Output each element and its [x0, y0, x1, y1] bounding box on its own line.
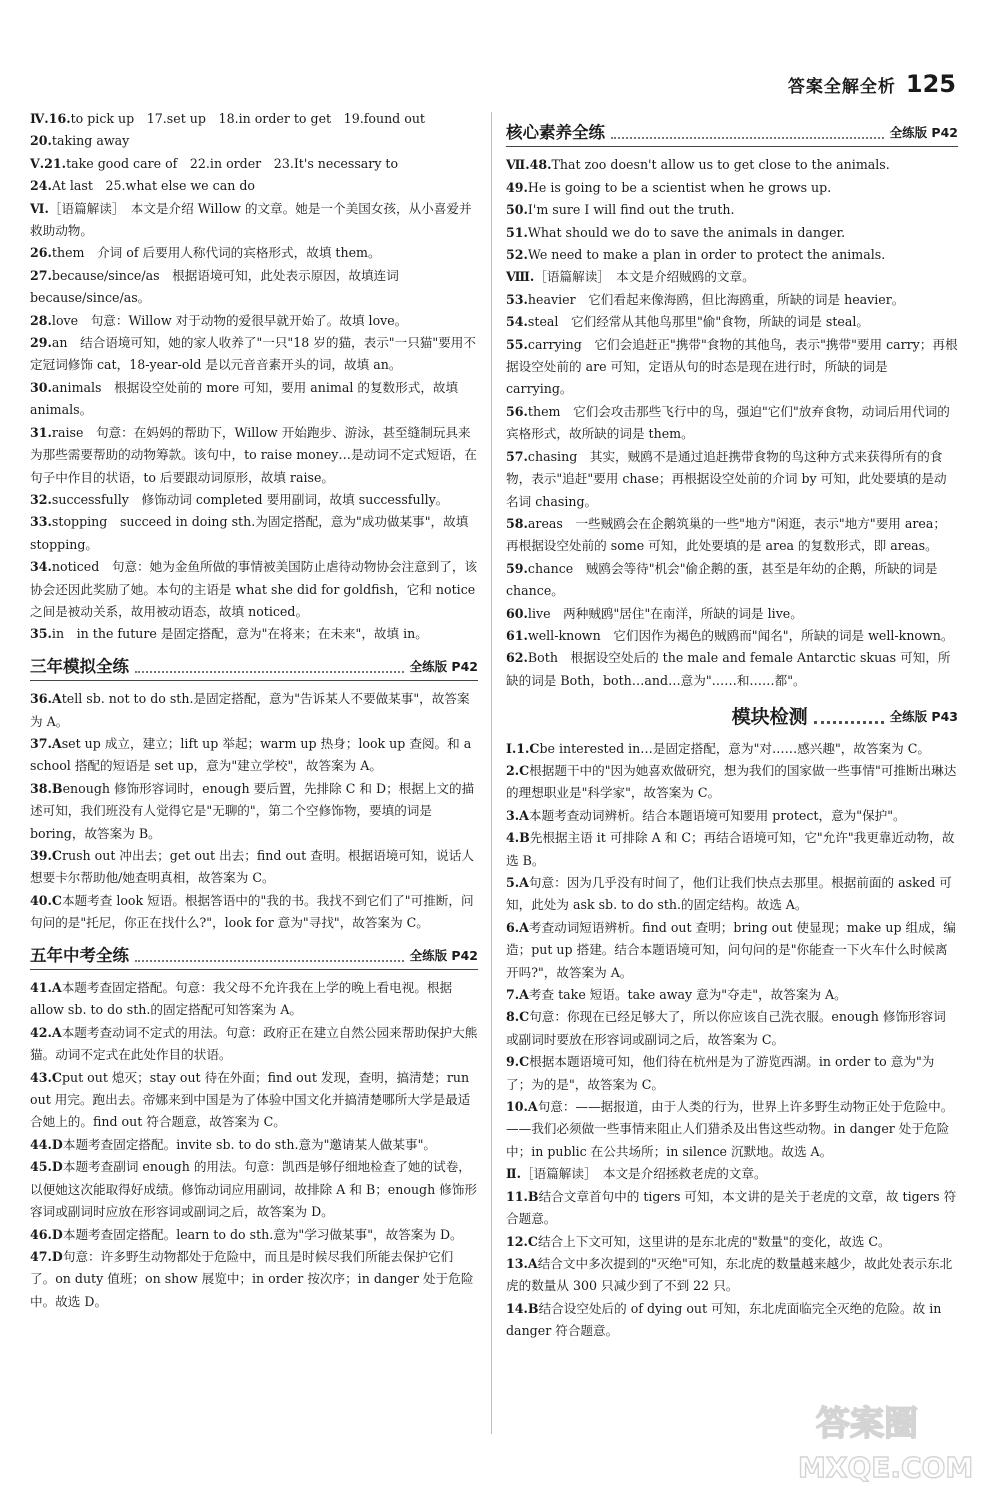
watermark-line1: 答案圈 [816, 1404, 918, 1444]
answer-item [506, 558, 958, 603]
answer-item [30, 489, 478, 511]
page-number: 125 [905, 70, 956, 98]
answer-text: That zoo doesn't allow us to get close to the animals. [551, 157, 890, 173]
answer-item [506, 513, 958, 558]
answer-item [30, 242, 478, 264]
answer-item [506, 917, 958, 984]
answer-item [30, 1156, 478, 1223]
answer-text: noticed 句意：她为金鱼所做的事情被美国防止虐待动物协会注意到了，该协会还因此奖励了她。本句的主语是 what she did for goldfish，它和 notice 之间是被动关系，故用被动语态，故填 noticed。 [30, 559, 478, 619]
answer-item [30, 623, 478, 645]
answer-text: to pick up 17.set up 18.in order to get 19.found out [70, 111, 425, 126]
answer-number: 39.C [30, 848, 62, 863]
section-title: 模块检测 [731, 706, 808, 729]
answer-item [30, 845, 478, 890]
section-reference: 全练版 P42 [409, 947, 478, 963]
answer-item [506, 805, 958, 827]
answer-item [30, 977, 478, 1022]
answer-number: 12.C [506, 1233, 538, 1249]
answer-item [506, 738, 958, 760]
answer-item [506, 1253, 958, 1298]
answer-item [506, 311, 958, 333]
header-title: 答案全解全析 [787, 77, 896, 97]
answer-item [30, 175, 478, 197]
answer-text: 本题考查固定搭配。invite sb. to do sth.意为"邀请某人做某事"。 [62, 1136, 436, 1152]
answer-text: set up 成立，建立；lift up 举起；warm up 热身；look up 查阅。和 a school 搭配的短语是 set up，意为"建立学校"，故答案为 A。 [30, 735, 472, 774]
answer-number: 34. [30, 559, 52, 575]
answer-text: 考查 take 短语。take away 意为"夺走"，故答案为 A。 [528, 987, 847, 1003]
answer-number: 5.A [506, 875, 529, 890]
answer-text: put out 熄灭；stay out 待在外面；find out 发现，查明，搞清楚；run out 用完。跑出去。帝娜来到中国是为了体验中国文化并搞清楚哪所大学是最适合她上的。find out 符合题意，故答案为 C。 [30, 1069, 471, 1130]
answer-text: At last 25.what else we can do [51, 178, 255, 194]
answer-number: 26. [30, 245, 52, 261]
answer-number: 52. [506, 247, 528, 263]
answer-number: 14.B [506, 1300, 539, 1316]
right-column [506, 108, 958, 1343]
answer-text: 结合文章首句中的 tigers 可知，本文讲的是关于老虎的文章，故 tigers 符合题意。 [506, 1188, 957, 1227]
answer-text: 根据题干中的"因为她喜欢做研究，想为我们的国家做一些事情"可推断出琳达的理想职业是"科学家"，故答案为 C。 [506, 762, 957, 801]
section-title: 三年模拟全练 [30, 656, 129, 676]
answer-item [506, 647, 958, 692]
watermark-logo [792, 1397, 982, 1485]
answer-number: 36.A [30, 691, 62, 707]
answer-text: 句意：因为几乎没有时间了，他们让我们快点去那里。根据前面的 asked 可知，此处为 ask sb. to do sth.的固定结构。故选 A。 [506, 875, 952, 913]
answer-number: 58. [506, 515, 528, 531]
answer-item [30, 688, 478, 733]
answer-text: rush out 冲出去；get out 出去；find out 查明。根据语境可知，说话人想要卡尔帮助他/她查明真相，故答案为 C。 [30, 848, 474, 886]
answer-number: 7.A [506, 987, 529, 1003]
answer-item [506, 401, 958, 446]
answer-item [506, 244, 958, 266]
answer-number: 40.C [30, 892, 62, 908]
section-header-mokuai [506, 706, 958, 730]
column-divider [491, 112, 492, 1434]
dotted-leader [135, 671, 404, 673]
answer-text: carrying 它们会追赶正"携带"食物的其他鸟，表示"携带"要用 carry；再根据设空处前的 are 可知，定语从句的时态是现在进行时，所缺的词是 carrying。 [506, 336, 958, 397]
answer-number: 44.D [30, 1136, 63, 1152]
answer-item [30, 153, 478, 175]
answer-number: Ⅷ. [506, 269, 535, 285]
answer-text: 先根据主语 it 可排除 A 和 C；再结合语境可知，它"允许"我更靠近动物，故选 B。 [506, 830, 955, 868]
section-title: 五年中考全练 [30, 945, 129, 965]
answer-text: them 介词 of 后要用人称代词的宾格形式，故填 them。 [51, 245, 381, 261]
answer-text: be interested in…是固定搭配，意为"对……感兴趣"，故答案为 C。 [539, 740, 930, 756]
answer-text: 本题考查固定搭配。learn to do sth.意为"学习做某事"，故答案为 D。 [62, 1226, 463, 1242]
answer-number: 4.B [506, 830, 530, 846]
answer-number: 55. [506, 336, 528, 352]
answer-text: What should we do to save the animals in danger. [527, 224, 846, 240]
answer-item [506, 1298, 958, 1343]
answer-text: love 句意：Willow 对于动物的爱很早就开始了。故填 love。 [51, 312, 408, 328]
answer-number: 62. [506, 650, 528, 666]
answer-text: ［语篇解读］ 本文是介绍 Willow 的文章。她是一个美国女孩，从小喜爱并救助动物。 [30, 200, 472, 239]
answer-text: steal 它们经常从其他鸟那里"偷"食物，所缺的词是 steal。 [527, 314, 870, 330]
answer-text: enough 修饰形容词时，enough 要后置，先排除 C 和 D；根据上文的描述可知，我们班没有人觉得它是"无聊的"，第二个空修饰物，要填的词是 boring，故答案为 B。 [30, 780, 475, 841]
answer-item [506, 334, 958, 401]
answer-number: 10.A [506, 1099, 538, 1115]
dotted-leader [135, 960, 404, 962]
answer-item [506, 603, 958, 625]
answer-text: take good care of 22.in order 23.It's necessary to [66, 155, 399, 171]
answer-number: Ⅳ.16. [30, 111, 71, 126]
answer-item [506, 1096, 958, 1163]
answer-number: 33. [30, 514, 52, 530]
answer-list-sannian [30, 688, 478, 934]
answer-text: animals 根据设空处前的 more 可知，要用 animal 的复数形式，故填 animals。 [30, 379, 459, 418]
answer-text: them 它们会攻击那些飞行中的鸟，强迫"它们"放弃食物，动词后用代词的宾格形式，故所缺的词是 them。 [506, 403, 950, 442]
answer-item [30, 890, 478, 935]
answer-item [506, 1051, 958, 1096]
answer-number: Ⅵ. [30, 200, 49, 216]
answer-text: live 两种贼鸥"居住"在南洋，所缺的词是 live。 [527, 605, 803, 621]
section-header-wunian [30, 945, 478, 970]
answer-text: heavier 它们看起来像海鸥，但比海鸥重，所缺的词是 heavier。 [527, 291, 905, 307]
answer-text: 结合上下文可知，这里讲的是东北虎的"数量"的变化，故选 C。 [537, 1233, 891, 1249]
answer-number: 9.C [506, 1054, 530, 1070]
answer-text: 结合设空处后的 of dying out 可知，东北虎面临完全灭绝的危险。故 in danger 符合题意。 [506, 1300, 942, 1339]
answer-text: raise 句意：在妈妈的帮助下，Willow 开始跑步、游泳，甚至缝制玩具来为那些需要帮助的动物筹款。该句中，to raise money…是动词不定式短语，在句子中作目的状语，to 后要跟动词原形，故填 raise。 [30, 424, 477, 485]
answer-text: Both 根据设空处后的 the male and female Antarctic skuas 可知，所缺的词是 Both，both…and…意为"……和……都"。 [506, 650, 951, 688]
answer-item [30, 733, 478, 778]
answer-number: 13.A [506, 1255, 538, 1271]
answer-item [30, 778, 478, 845]
answer-item [506, 222, 958, 244]
answer-item [30, 108, 478, 130]
answer-item [30, 1246, 478, 1313]
answer-item [506, 1231, 958, 1253]
answer-number: Ⅰ.1.C [506, 740, 540, 756]
answer-item [506, 1186, 958, 1231]
answer-item [506, 827, 958, 872]
answer-number: 27. [30, 267, 52, 283]
answer-number: 50. [506, 202, 528, 218]
dotted-leader [814, 721, 884, 724]
answer-text: I'm sure I will find out the truth. [527, 202, 735, 218]
answer-text: 根据本题语境可知，他们待在杭州是为了游览西湖。in order to 意为"为了；为的是"，故答案为 C。 [506, 1054, 935, 1092]
answer-text: 本题考查固定搭配。句意：我父母不允许我在上学的晚上看电视。根据 allow sb. to do sth.的固定搭配可知答案为 A。 [30, 980, 453, 1018]
answer-list-wunian [30, 977, 478, 1313]
answer-number: 20. [30, 133, 52, 149]
answer-number: Ⅴ.21. [30, 155, 67, 171]
answer-item [30, 377, 478, 422]
answer-item [506, 625, 958, 647]
section-reference: 全练版 P43 [889, 709, 958, 725]
answer-number: 53. [506, 291, 528, 307]
answer-number: 54. [506, 314, 528, 330]
answer-text: 本题考查动词辨析。结合本题语境可知要用 protect，意为"保护"。 [528, 807, 906, 823]
answer-text: tell sb. not to do sth.是固定搭配，意为"告诉某人不要做某事"，故答案为 A。 [30, 691, 470, 729]
answer-number: 35. [30, 626, 52, 642]
answer-text: 句意：你现在已经足够大了，所以你应该自己洗衣服。enough 修饰形容词或副词时要放在形容词或副词之后，故答案为 C。 [506, 1009, 946, 1047]
answer-item [506, 984, 958, 1006]
answer-number: 60. [506, 605, 528, 621]
answer-text: 考查动词短语辨析。find out 查明；bring out 使显现；make up 组成，编造；put up 搭建。结合本题语境可知，问句问的是"你能查一下火车什么时候离开吗?"，故答案为 A。 [506, 919, 956, 980]
answer-text: 本题考查 look 短语。根据答语中的"我的书。我找不到它们了"可推断，问句问的是"托尼，你正在找什么?"，look for 意为"寻找"，故答案为 C。 [30, 892, 474, 931]
section-header-hexin [506, 122, 958, 147]
answer-text: stopping succeed in doing sth.为固定搭配，意为"成功做某事"，故填 stopping。 [30, 514, 469, 552]
answer-number: Ⅱ. [506, 1166, 521, 1182]
answer-number: 2.C [506, 762, 530, 778]
answer-item [30, 1022, 478, 1067]
answer-number: 24. [30, 178, 52, 194]
answer-text: taking away [51, 133, 130, 149]
watermark-line2: MXQE.COM [798, 1451, 974, 1484]
answer-text: 结合文中多次提到的"灭绝"可知，东北虎的数量越来越少，故此处表示东北虎的数量从 300 只减少到了不到 22 只。 [506, 1255, 953, 1294]
answer-item [30, 422, 478, 489]
answer-number: 28. [30, 312, 52, 328]
answer-text: He is going to be a scientist when he grows up. [527, 179, 832, 195]
left-column [30, 108, 478, 1313]
answer-text: 本题考查动词不定式的用法。句意：政府正在建立自然公园来帮助保护大熊猫。动词不定式在此处作目的状语。 [30, 1024, 478, 1063]
answer-number: 29. [30, 335, 52, 351]
answer-text: ［语篇解读］ 本文是介绍拯救老虎的文章。 [521, 1166, 767, 1182]
answer-number: 37.A [30, 735, 62, 751]
answer-number: 45.D [30, 1159, 63, 1175]
answer-number: 47.D [30, 1248, 63, 1264]
answer-text: chasing 其实，贼鸥不是通过追赶携带食物的鸟这种方式来获得所有的食物，表示"追赶"要用 chase；再根据设空处前的介词 by 可知，此处要填的是动名词 chasing。 [506, 448, 947, 509]
answer-item [30, 511, 478, 556]
answer-number: 43.C [30, 1069, 62, 1085]
section-header-sannian [30, 656, 478, 681]
answer-number: 57. [506, 448, 528, 464]
answer-item [30, 1224, 478, 1246]
answer-number: Ⅶ.48. [506, 157, 552, 173]
answer-number: 46.D [30, 1226, 63, 1242]
answer-item [30, 130, 478, 152]
answer-number: 61. [506, 627, 528, 643]
answer-item [506, 760, 958, 805]
answer-text: We need to make a plan in order to protect the animals. [527, 247, 886, 263]
answer-text: an 结合语境可知，她的家人收养了"一只"18 岁的猫，表示"一只猫"要用不定冠词修饰 cat，18-year-old 是以元音音素开头的词，故填 an。 [30, 335, 476, 373]
answer-number: 30. [30, 379, 52, 395]
answer-item [506, 177, 958, 199]
answer-item [30, 310, 478, 332]
answer-item [30, 1134, 478, 1156]
dotted-leader [611, 137, 884, 139]
answer-text: areas 一些贼鸥会在企鹅筑巢的一些"地方"闲逛，表示"地方"要用 area；再根据设空处前的 some 可知，此处要填的是 area 的复数形式，即 areas。 [506, 515, 946, 554]
answer-text: well-known 它们因作为褐色的贼鸥而"闻名"，所缺的词是 well-known。 [527, 627, 954, 643]
answer-number: 38.B [30, 780, 63, 796]
answer-number: 32. [30, 491, 52, 507]
answer-number: 56. [506, 403, 528, 419]
section-reference: 全练版 P42 [889, 125, 958, 140]
answer-item [506, 1163, 958, 1185]
answer-text: successfully 修饰动词 completed 要用副词，故填 successfully。 [51, 491, 449, 507]
answer-item [506, 872, 958, 917]
answer-number: 59. [506, 560, 528, 576]
answer-item [506, 1006, 958, 1051]
answer-number: 42.A [30, 1024, 62, 1040]
answer-item [30, 332, 478, 377]
answer-number: 6.A [506, 919, 529, 935]
answer-number: 49. [506, 179, 528, 195]
answer-text: 本题考查副词 enough 的用法。句意：凯西是够仔细地检查了她的试卷，以便她这次能取得好成绩。修饰动词应用副词，故排除 A 和 B；enough 修饰形容词或副词时应放在形容词或副词之后，故答案为 D。 [30, 1159, 478, 1220]
answer-text: in in the future 是固定搭配，意为"在将来；在未来"，故填 in。 [51, 626, 428, 642]
answer-item [506, 446, 958, 513]
answer-number: 41.A [30, 980, 62, 996]
answer-item [30, 265, 478, 310]
answer-item [506, 266, 958, 288]
answer-text: 句意：许多野生动物都处于危险中，而且是时候尽我们所能去保护它们了。on duty 值班；on show 展览中；in order 按次序；in danger 处于危险中。故选 D。 [30, 1248, 474, 1309]
section-reference: 全练版 P42 [409, 658, 478, 674]
answer-number: 51. [506, 224, 528, 240]
answer-number: 3.A [506, 807, 529, 823]
page-header [788, 70, 956, 98]
answer-item [506, 199, 958, 221]
answer-item [506, 154, 958, 176]
answer-number: 8.C [506, 1009, 530, 1025]
answer-number: 11.B [506, 1188, 539, 1204]
answer-list-mokuai [506, 738, 958, 1343]
answer-text: because/since/as 根据语境可知，此处表示原因，故填连词 because/since/as。 [30, 267, 399, 306]
answer-item [30, 198, 478, 243]
answer-number: 31. [30, 424, 52, 440]
answer-list-hexin [506, 154, 958, 692]
answer-item [30, 556, 478, 623]
answer-item [30, 1067, 478, 1134]
section-title: 核心素养全练 [506, 123, 605, 142]
answer-list-left-top [30, 108, 478, 646]
answer-text: ［语篇解读］ 本文是介绍贼鸥的文章。 [534, 269, 755, 285]
answer-text: chance 贼鸥会等待"机会"偷企鹅的蛋，甚至是年幼的企鹅，所缺的词是 chance。 [506, 560, 938, 599]
answer-text: 句意：——据报道，由于人类的行为，世界上许多野生动物正处于危险中。——我们必须做一些事情来阻止人们猎杀及出售这些动物。in danger 处于危险中；in public 在公共场所；in silence 沉默地。故选 A。 [506, 1099, 954, 1159]
answer-item [506, 289, 958, 311]
